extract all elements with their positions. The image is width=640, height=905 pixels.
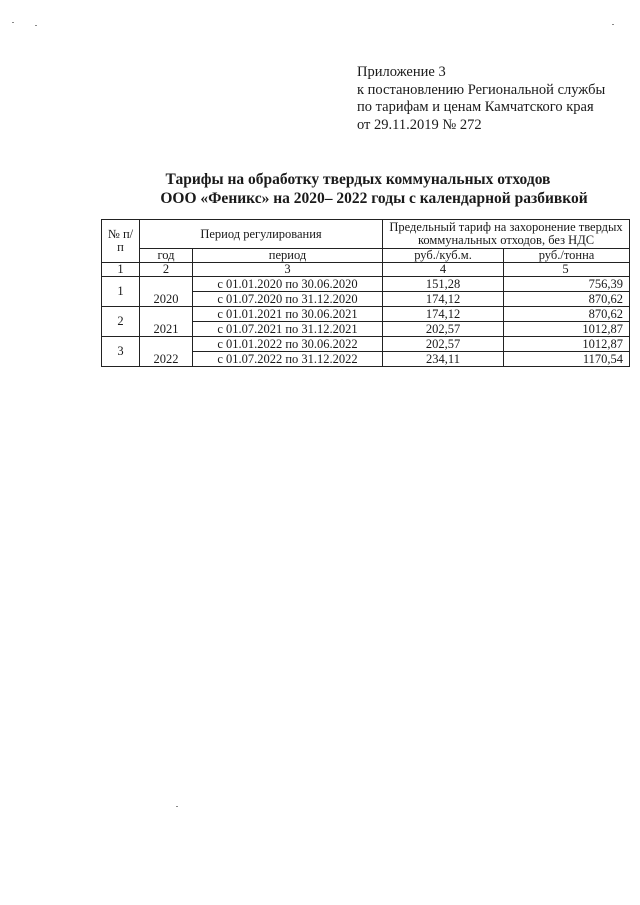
column-index: 5 [504,263,630,277]
table-row [102,337,630,352]
column-index: 1 [102,263,140,277]
column-index: 3 [193,263,383,277]
row-tariff-t: 1012,87 [504,322,630,337]
row-period: с 01.01.2022 по 30.06.2022 [193,337,383,352]
row-num: 2 [102,307,140,337]
header-tariff-group: Предельный тариф на захоронение твердых коммунальных отходов, без НДС [383,220,630,249]
row-tariff-t: 1012,87 [504,337,630,352]
row-tariff-m3: 234,11 [383,352,504,367]
scan-speck [612,24,614,25]
appendix-reference [357,64,605,134]
row-tariff-m3: 174,12 [383,307,504,322]
row-period: с 01.01.2021 по 30.06.2021 [193,307,383,322]
row-period: с 01.01.2020 по 30.06.2020 [193,277,383,292]
row-num: 3 [102,337,140,367]
header-unit-m3: руб./куб.м. [383,249,504,263]
column-index: 2 [140,263,193,277]
header-period-group: Период регулирования [140,220,383,249]
row-year: 2021 [140,307,193,337]
row-num: 1 [102,277,140,307]
table-row [102,277,630,292]
appendix-line: Приложение 3 [357,64,446,80]
header-unit-t: руб./тонна [504,249,630,263]
row-tariff-m3: 151,28 [383,277,504,292]
column-index: 4 [383,263,504,277]
row-tariff-t: 756,39 [504,277,630,292]
scan-speck [35,25,37,26]
scan-speck [176,806,178,807]
appendix-line: от 29.11.2019 № 272 [357,116,482,133]
appendix-line: по тарифам и ценам Камчатского края [357,99,594,116]
row-tariff-t: 870,62 [504,307,630,322]
column-index-row [102,263,630,277]
document-title [100,170,640,208]
appendix-line: к постановлению Региональной службы [357,81,606,98]
row-period: с 01.07.2022 по 31.12.2022 [193,352,383,367]
header-period: период [193,249,383,263]
row-tariff-t: 1170,54 [504,352,630,367]
row-tariff-m3: 202,57 [383,337,504,352]
row-tariff-t: 870,62 [504,292,630,307]
row-year: 2020 [140,277,193,307]
row-period: с 01.07.2021 по 31.12.2021 [193,322,383,337]
row-year: 2022 [140,337,193,367]
title-line: Тарифы на обработку твердых коммунальных отходов [165,171,551,188]
table-row [102,307,630,322]
header-num: № п/п [102,220,140,263]
header-year: год [140,249,193,263]
tariff-table [101,219,630,367]
title-line: ООО «Феникс» на 2020– 2022 годы с календарной разбивкой [160,190,588,207]
row-tariff-m3: 174,12 [383,292,504,307]
scan-speck [12,22,14,23]
row-tariff-m3: 202,57 [383,322,504,337]
row-period: с 01.07.2020 по 31.12.2020 [193,292,383,307]
